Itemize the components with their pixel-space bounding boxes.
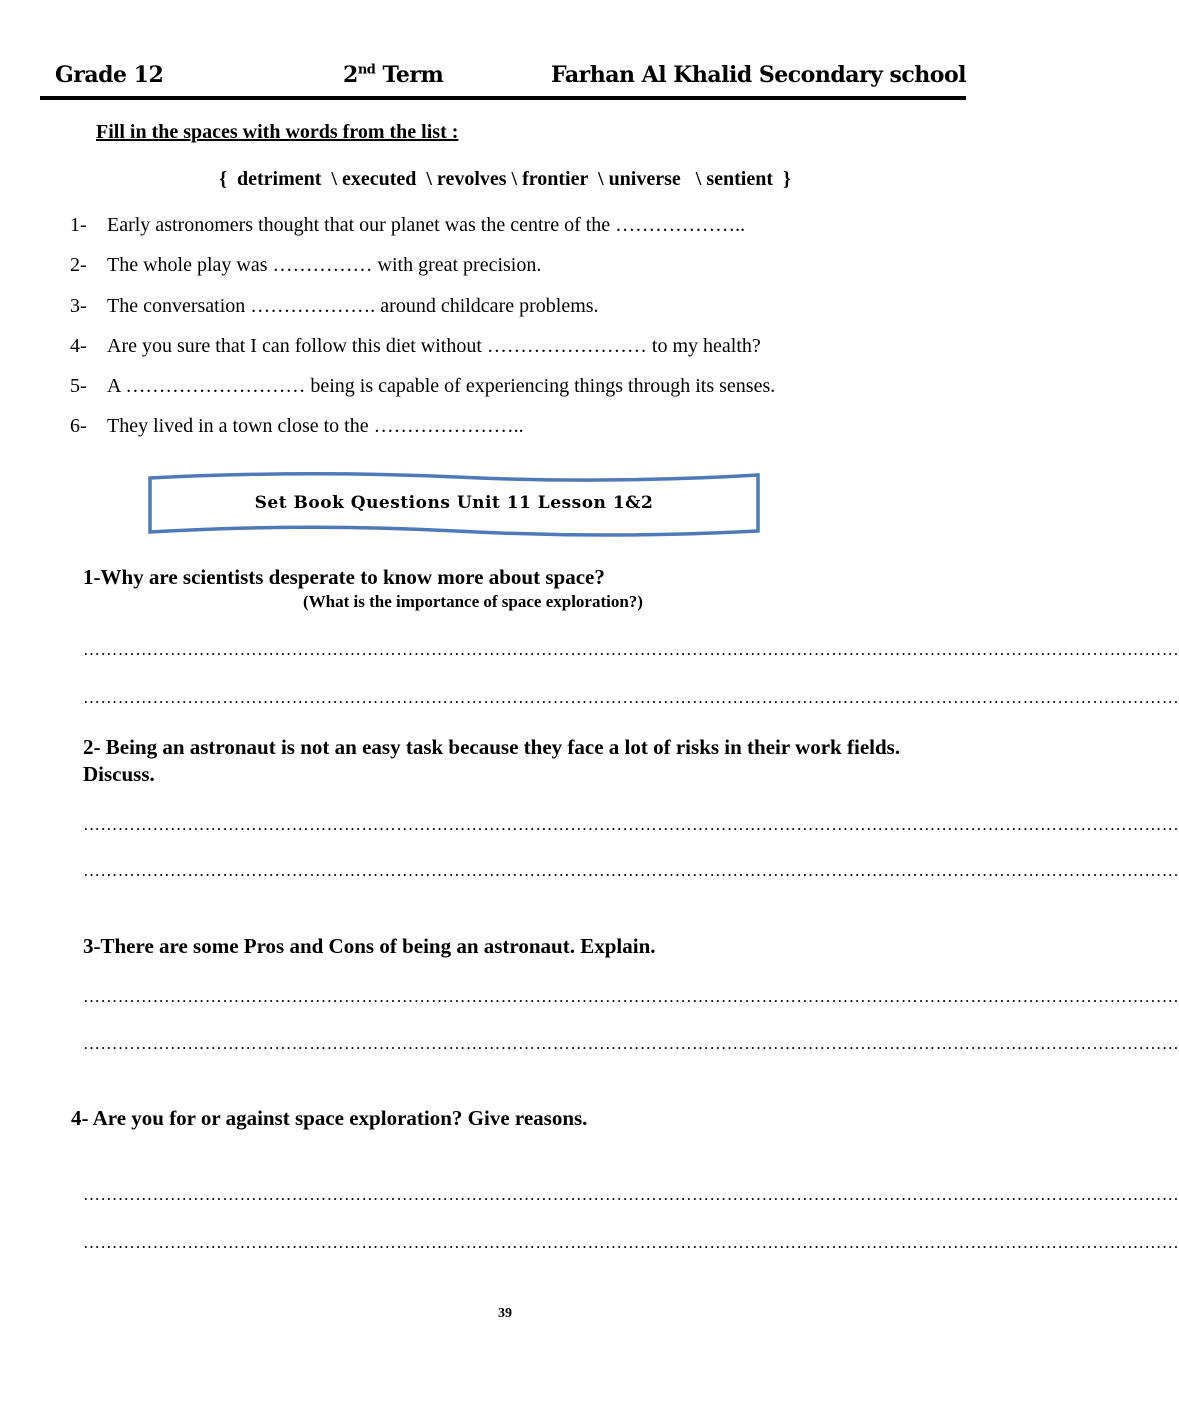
question-3: 3-There are some Pros and Cons of being an astronaut. Explain. xyxy=(83,934,656,958)
word-list: { detriment \ executed \ revolves \ frontier \ universe \ sentient } xyxy=(219,168,791,190)
list-item: 6- They lived in a town close to the ………………….. xyxy=(70,415,524,437)
answer-line: ……………………………………………………………………………………………………………………………………………………………………… xyxy=(83,1233,1179,1252)
answer-line: ……………………………………………………………………………………………………………………………………………………………………… xyxy=(83,640,1179,659)
page-header xyxy=(40,60,966,96)
answer-line: ……………………………………………………………………………………………………………………………………………………………………… xyxy=(83,1034,1179,1053)
section-banner xyxy=(146,468,762,540)
question-4: 4- Are you for or against space exploration? Give reasons. xyxy=(71,1106,588,1130)
list-item: 4- Are you sure that I can follow this diet without …………………… to my health? xyxy=(70,335,761,357)
answer-line: ……………………………………………………………………………………………………………………………………………………………………… xyxy=(83,1185,1179,1204)
page-number: 39 xyxy=(498,1306,512,1321)
question-1: 1-Why are scientists desperate to know more about space? xyxy=(83,565,605,589)
list-item: 2- The whole play was …………… with great precision. xyxy=(70,254,542,276)
question-1-subtitle: (What is the importance of space exploration?) xyxy=(303,592,643,611)
answer-line: ……………………………………………………………………………………………………………………………………………………………………… xyxy=(83,861,1179,880)
answer-line: ……………………………………………………………………………………………………………………………………………………………………… xyxy=(83,688,1179,707)
question-2: 2- Being an astronaut is not an easy task because they face a lot of risks in their work fields. Discuss. xyxy=(83,735,901,786)
term-label: 2nd Term xyxy=(343,62,444,88)
exercise-title: Fill in the spaces with words from the list : xyxy=(96,121,459,143)
list-item: 5- A ……………………… being is capable of experiencing things through its senses. xyxy=(70,375,776,397)
header-divider xyxy=(40,96,966,100)
answer-line: ……………………………………………………………………………………………………………………………………………………………………… xyxy=(83,987,1179,1006)
answer-line: ……………………………………………………………………………………………………………………………………………………………………… xyxy=(83,815,1179,834)
list-item: 1- Early astronomers thought that our planet was the centre of the ……………….. xyxy=(70,214,746,236)
school-name: Farhan Al Khalid Secondary school xyxy=(551,62,966,88)
list-item: 3- The conversation ………………. around childcare problems. xyxy=(70,295,599,317)
banner-title: Set Book Questions Unit 11 Lesson 1&2 xyxy=(254,493,654,513)
grade-label: Grade 12 xyxy=(55,62,164,88)
